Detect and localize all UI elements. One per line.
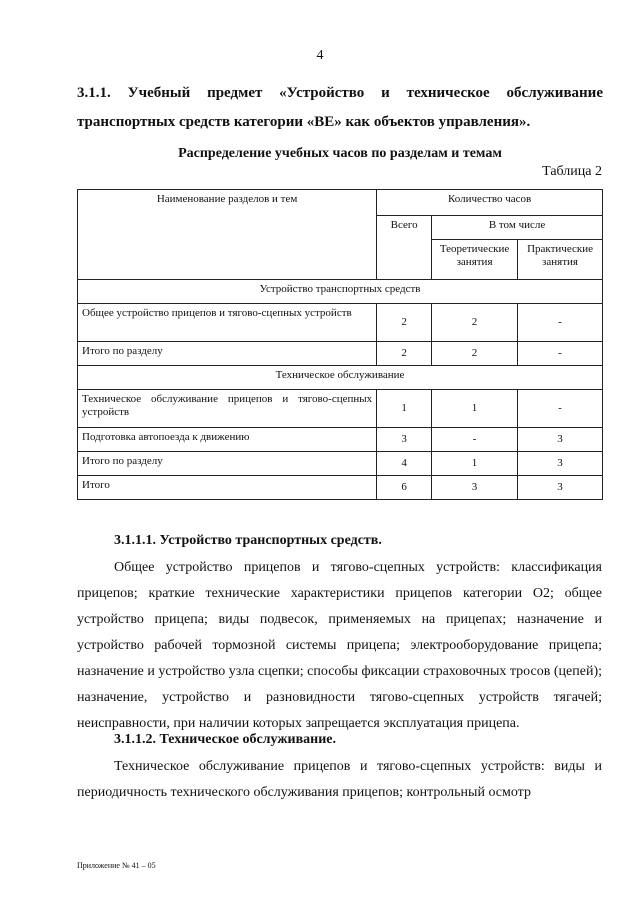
subsection-text-1: [77, 555, 602, 737]
table-row: [78, 390, 603, 428]
table-row: [78, 476, 603, 500]
row-theory: 1: [432, 390, 518, 428]
subsection-text-2-body: Техническое обслуживание прицепов и тягово-сцепных устройств: виды и периодичность технического обслуживания прицепов; контрольный осмотр: [77, 759, 602, 800]
row-name: Итого: [78, 476, 377, 500]
table-title: Распределение учебных часов по разделам и темам: [178, 146, 502, 161]
section-row: Техническое обслуживание: [78, 366, 603, 390]
row-name: Подготовка автопоезда к движению: [78, 428, 377, 452]
table-row: [78, 304, 603, 342]
row-theory: -: [432, 428, 518, 452]
subsection-heading-1: 3.1.1.1. Устройство транспортных средств.: [114, 533, 382, 548]
table-row: [78, 428, 603, 452]
row-theory: 1: [432, 452, 518, 476]
col-header-hours: Количество часов: [377, 190, 603, 216]
section-heading: [77, 79, 603, 137]
row-total: 2: [377, 342, 432, 366]
row-practice: -: [518, 390, 603, 428]
row-practice: 3: [518, 428, 603, 452]
subsection-text-1-body: Общее устройство прицепов и тягово-сцепных устройств: классификация прицепов; краткие технические характеристики прицепов категории O2; общее устройство прицепа; виды подвесок, применяемых на прицепах; назначение и устройство рабочей тормозной системы прицепа; электрооборудование прицепа; назначение и устройство узла сцепки; способы фиксации страховочных тросов (цепей); назначение, устройство и разновидности тягово-сцепных устройств тягачей; неисправности, при наличии которых запрещается эксплуатация прицепа.: [77, 560, 602, 731]
row-name: Общее устройство прицепов и тягово-сцепных устройств: [78, 304, 377, 342]
col-header-name: Наименование разделов и тем: [78, 190, 377, 280]
table-row: [78, 342, 603, 366]
row-theory: 2: [432, 304, 518, 342]
row-name: Итого по разделу: [78, 452, 377, 476]
row-practice: 3: [518, 452, 603, 476]
row-total: 6: [377, 476, 432, 500]
table-row: [78, 452, 603, 476]
row-name: Техническое обслуживание прицепов и тягово-сцепных устройств: [78, 390, 377, 428]
row-total: 4: [377, 452, 432, 476]
section-heading-line-2: транспортных средств категории «ВЕ» как объектов управления».: [77, 114, 531, 130]
subsection-text-2: [77, 754, 602, 806]
section-heading-line-1: 3.1.1. Учебный предмет «Устройство и техническое обслуживание: [77, 85, 603, 101]
row-practice: -: [518, 304, 603, 342]
row-theory: 3: [432, 476, 518, 500]
col-header-practice: Практические занятия: [518, 240, 603, 280]
row-name: Итого по разделу: [78, 342, 377, 366]
col-header-theory: Теоретические занятия: [432, 240, 518, 280]
row-total: 1: [377, 390, 432, 428]
page-number: 4: [316, 48, 324, 63]
subsection-heading-2: 3.1.1.2. Техническое обслуживание.: [114, 732, 336, 747]
row-theory: 2: [432, 342, 518, 366]
col-header-including: В том числе: [432, 216, 603, 240]
row-total: 2: [377, 304, 432, 342]
page-footer: Приложение № 41 – 05: [77, 861, 156, 870]
row-total: 3: [377, 428, 432, 452]
hours-table: [77, 189, 603, 500]
row-practice: 3: [518, 476, 603, 500]
table-caption: Таблица 2: [542, 164, 602, 179]
row-practice: -: [518, 342, 603, 366]
col-header-total: Всего: [377, 216, 432, 280]
section-row: Устройство транспортных средств: [78, 280, 603, 304]
